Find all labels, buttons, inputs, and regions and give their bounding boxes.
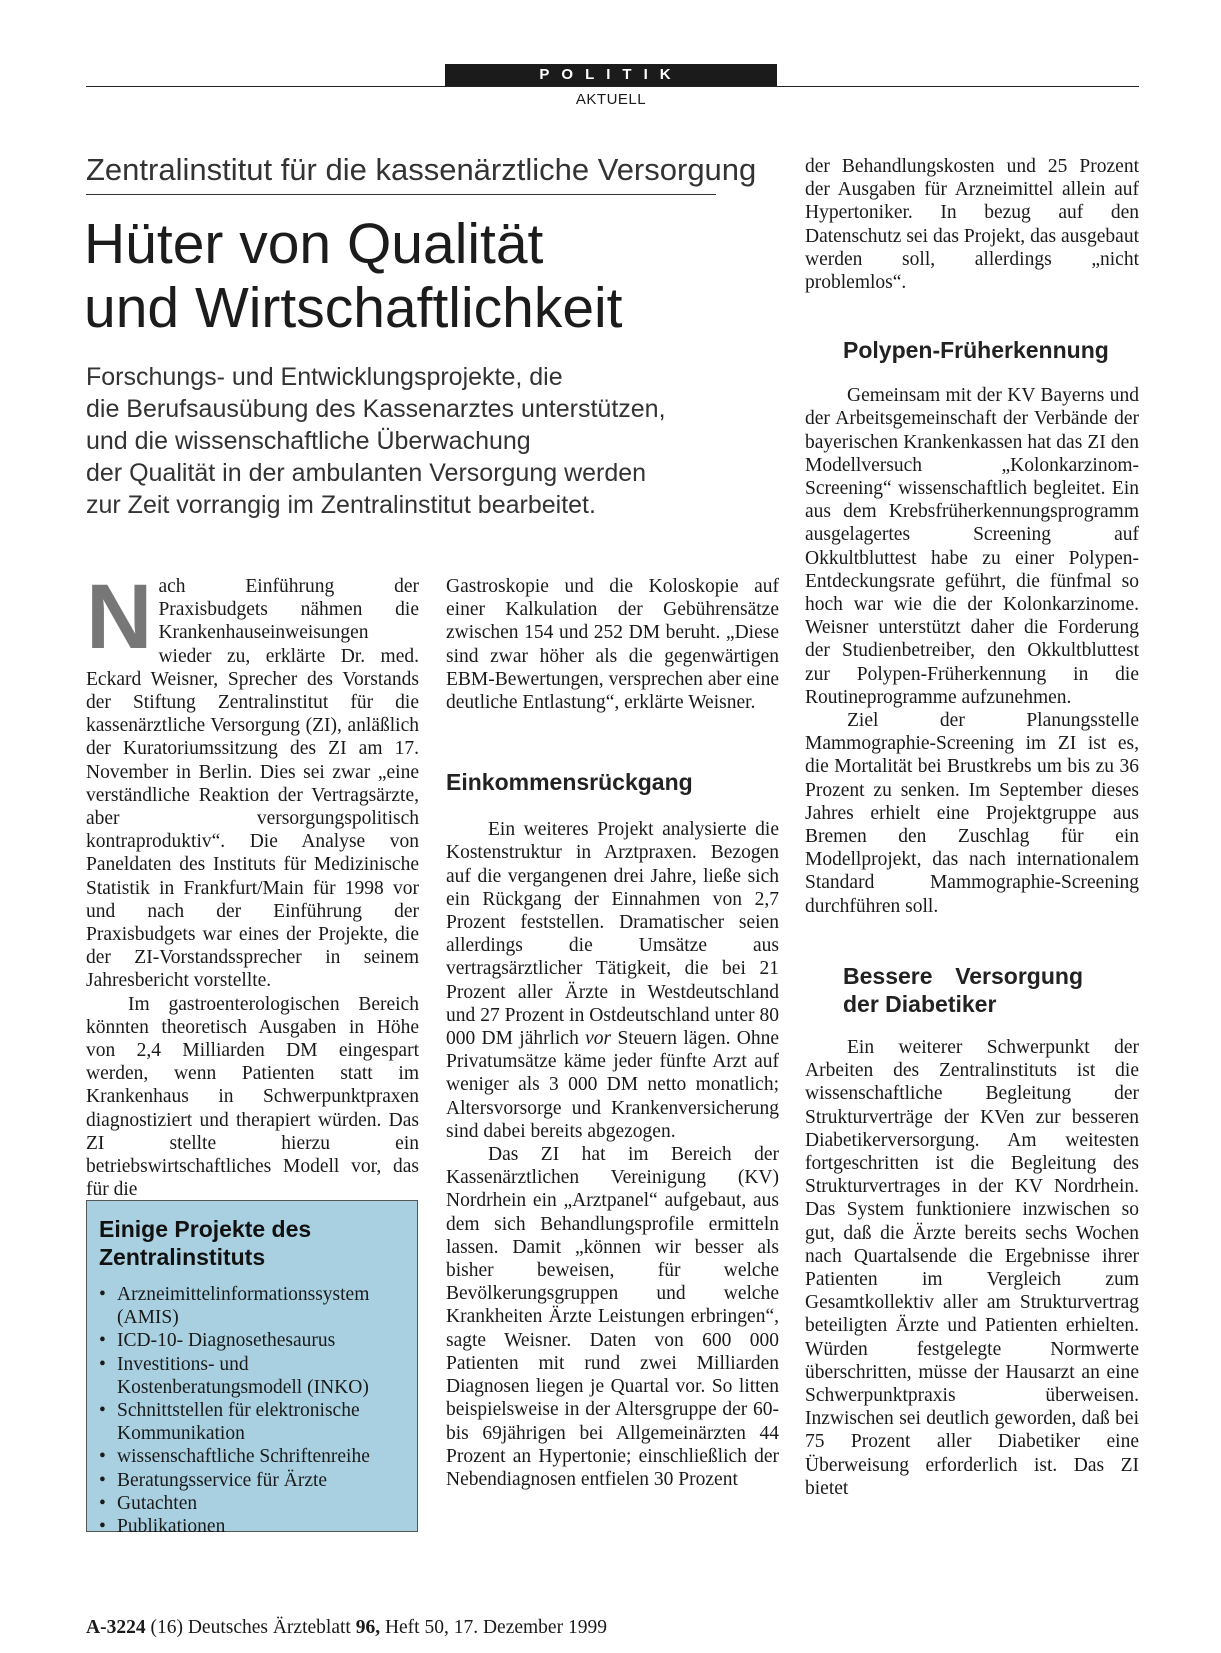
lead-line: und die wissenschaftliche Überwachung	[86, 427, 531, 455]
paragraph-text: ach Einführung der Praxisbudgets nähmen die Krankenhauseinweisungen wieder zu, erklärte Dr. med. Eckard Weisner, Sprecher des Vorstands der Stiftung Zentralinstitut für die kassenärztliche Versorgung (ZI), anläßlich der Kuratoriumssitzung des ZI am 17. November in Berlin. Dies sei zwar „eine verständliche Reaktion der Vertragsärzte, aber versorgungspolitisch kontraproduktiv“. Die Analyse von Paneldaten des Instituts für Medizinische Statistik in Frankfurt/Main für 1998 vor und nach der Einführung der Praxisbudgets war eines der Projekte, die der ZI-Vorstandssprecher in seinem Jahresbericht vorstellte.	[86, 576, 419, 992]
subsection-label: AKTUELL	[575, 91, 647, 108]
paragraph: Ziel der Planungsstelle Mammographie-Screening im ZI ist es, die Mortalität bei Brustkrebs um bis zu 36 Prozent zu senken. Im September dieses Jahres erhielt eine Projektgruppe aus Bremen den Zuschlag für ein Modellprojekt, das nach internationalem Standard Mammographie-Screening durchführen soll.	[805, 710, 1139, 917]
lead-line: der Qualität in der ambulanten Versorgung werden	[86, 459, 647, 487]
paragraph-text: Ein weiteres Projekt analysierte die Kostenstruktur in Arztpraxen. Bezogen auf die vergangenen drei Jahre, ließe sich ein Rückgang der Einnahmen von 2,7 Prozent feststellen. Dramatischer seien allerdings die Umsätze aus vertragsärztlicher Tätigkeit, die bei 21 Prozent aller Ärzte in Westdeutschland und 27 Prozent in Ostdeutschland unter 80 000 DM jährlich	[446, 819, 779, 1050]
volume-number: 96,	[355, 1617, 381, 1638]
article-headline	[84, 212, 744, 340]
paragraph	[86, 566, 419, 993]
list-item: • ICD-10- Diagnosethesaurus	[99, 1329, 405, 1352]
drop-cap: N	[86, 566, 153, 668]
paragraph: Das ZI hat im Bereich der Kassenärztlichen Vereinigung (KV) Nordrhein ein „Arztpanel“ aufgebaut, aus dem sich Behandlungsprofile ermitteln lassen. Damit „können wir besser als bisher beweisen, für welche Bevölkerungsgruppen und welche Krankheiten Ärzte Leistungen erbringen“, sagte Weisner. Daten von 600 000 Patienten mit rund zwei Milliarden Diagnosen liegen je Quartal vor. So litten beispielsweise in der Altersgruppe der 60- bis 69jährigen bei Allgemeinärzten 44 Prozent an Hypertonie; einschließlich der Nebendiagnosen entfielen 30 Prozent	[446, 1144, 779, 1490]
paragraph: der Behandlungskosten und 25 Prozent der Ausgaben für Arzneimittel allein auf Hypertoniker. In bezug auf den Datenschutz sei das Projekt, das ausgebaut werden soll, allerdings „nicht problemlos“.	[805, 156, 1139, 294]
article-lead	[86, 361, 746, 521]
list-item: • Arzneimittelinformationssystem (AMIS)	[99, 1283, 405, 1329]
section-label: POLITIK	[445, 64, 777, 86]
paragraph: Im gastroenterologischen Bereich könnten theoretisch Ausgaben in Höhe von 2,4 Milliarden DM eingespart werden, wenn Patienten statt im Krankenhaus in Schwerpunktpraxen diagnostiziert und therapiert würden. Das ZI stellte hierzu ein betriebswirtschaftliches Modell vor, das für die	[86, 993, 419, 1201]
lead-line: zur Zeit vorrangig im Zentralinstitut bearbeitet.	[86, 491, 596, 519]
header-rule	[86, 86, 1139, 87]
column-3	[805, 155, 1139, 1500]
emphasis: vor	[585, 1028, 612, 1050]
page-number: A-3224	[86, 1617, 146, 1638]
list-item: • Publikationen	[99, 1515, 405, 1538]
lead-line: die Berufsausübung des Kassenarztes unterstützen,	[86, 395, 666, 423]
article-kicker: Zentralinstitut für die kassenärztliche Versorgung	[86, 152, 716, 195]
info-box-title: Einige Projekte des Zentralinstituts	[99, 1216, 312, 1270]
headline-line-1: Hüter von Qualität	[84, 212, 544, 276]
list-item: • Beratungsservice für Ärzte	[99, 1469, 405, 1492]
page-footer	[86, 1617, 607, 1639]
paragraph-text: Steuern lägen. Ohne Privatumsätze käme jeder fünfte Arzt auf weniger als 3 000 DM netto monatlich; Altersvorsorge und Krankenversicherung sind dabei bereits abgezogen.	[446, 1028, 779, 1142]
info-box	[86, 1200, 418, 1538]
section-heading: Bessere Versorgung der Diabetiker	[843, 962, 1083, 1017]
journal-name: Deutsches Ärzteblatt	[187, 1617, 351, 1638]
lead-line: Forschungs- und Entwicklungsprojekte, die	[86, 363, 563, 391]
section-heading: Polypen-Früherkennung	[843, 337, 1109, 364]
column-1	[86, 566, 419, 1201]
section-heading: Einkommensrückgang	[446, 769, 693, 796]
column-2	[446, 575, 779, 1491]
paragraph: Gastroskopie und die Koloskopie auf einer Kalkulation der Gebührensätze zwischen 154 und 252 DM beruht. „Diese sind zwar höher als die gegenwärtigen EBM-Bewertungen, versprechen aber eine deutliche Entlastung“, erklärte Weisner.	[446, 576, 779, 714]
list-item: • wissenschaftliche Schriftenreihe	[99, 1445, 405, 1468]
paragraph: Gemeinsam mit der KV Bayerns und der Arbeitsgemeinschaft der Verbände der bayerischen Krankenkassen hat das ZI den Modellversuch „Kolonkarzinom-Screening“ wissenschaftlich begleitet. Ein aus dem Krebsfrüherkennungsprogramm ausgelagertes Screening auf Okkultbluttest habe zu einer Polypen-Entdeckungsrate geführt, die fünfmal so hoch war wie die der Kolonkarzinome. Weisner unterstützt daher die Forderung der Studienbetreiber, den Okkultbluttest zur Polypen-Früherkennung in die Routineprogramme aufzunehmen.	[805, 385, 1139, 708]
list-item: • Investitions- und Kostenberatungsmodell (INKO)	[99, 1353, 405, 1399]
info-box-list	[99, 1283, 405, 1538]
list-item: • Gutachten	[99, 1492, 405, 1515]
paragraph: Ein weiterer Schwerpunkt der Arbeiten des Zentralinstituts ist die wissenschaftliche Begleitung der Strukturverträge der KVen zur besseren Diabetikerversorgung. Am weitesten fortgeschritten ist die Begleitung des Strukturvertrages in der KV Nordrhein. Das System funktioniere inzwischen so gut, daß die Ärzte bereits sechs Wochen nach Quartalsende die Ergebnisse ihrer Patienten im Vergleich zum Gesamtkollektiv aller am Strukturvertrag beteiligten Ärzte und Patienten erhielten. Würden festgelegte Normwerte überschritten, müsse der Hausarzt an eine Schwerpunktpraxis überweisen. Inzwischen sei deutlich geworden, daß bei 75 Prozent aller Diabetiker eine Überweisung erforderlich ist. Das ZI bietet	[805, 1036, 1139, 1499]
page-paren: (16)	[150, 1617, 183, 1638]
list-item: • Schnittstellen für elektronische Kommunikation	[99, 1399, 405, 1445]
issue-info: Heft 50, 17. Dezember 1999	[384, 1617, 607, 1638]
paragraph	[446, 818, 779, 1143]
headline-line-2: und Wirtschaftlichkeit	[84, 276, 623, 340]
